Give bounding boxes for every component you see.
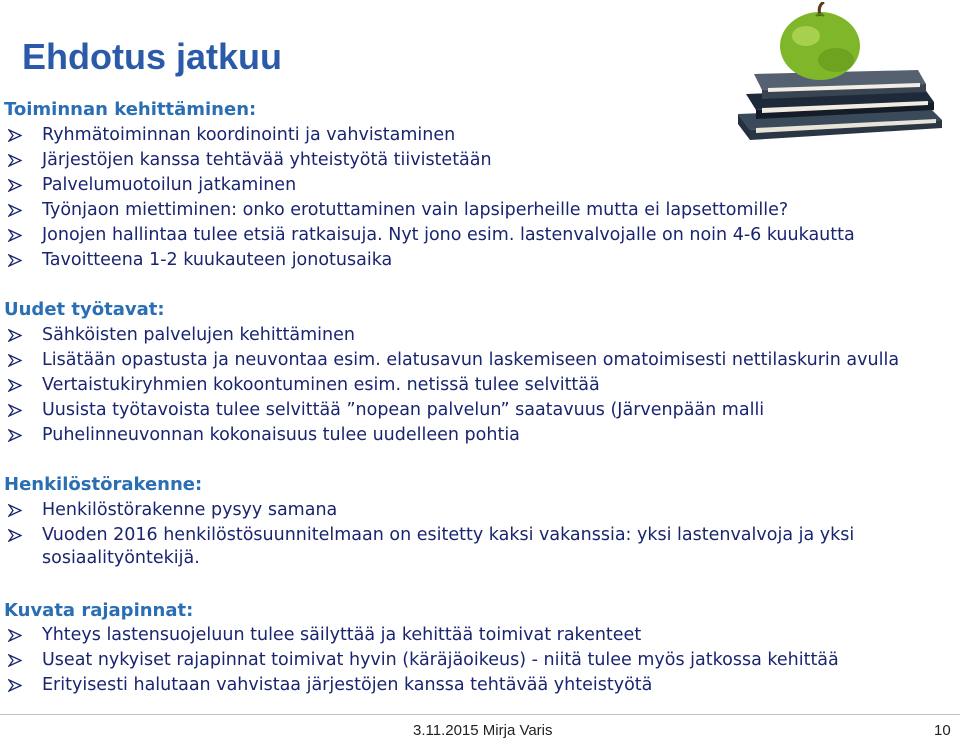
list-item-text: Useat nykyiset rajapinnat toimivat hyvin (käräjäoikeus) - niitä tulee myös jatkossa kehittää bbox=[42, 650, 839, 670]
list-item-text: Palvelumuotoilun jatkaminen bbox=[42, 174, 297, 195]
list-item-text: Tavoitteena 1-2 kuukauteen jonotusaika bbox=[42, 249, 393, 270]
list-item bbox=[4, 149, 944, 173]
list-item-text: Lisätään opastusta ja neuvontaa esim. elatusavun laskemiseen omatoimisesti nettilaskurin avulla bbox=[42, 349, 900, 370]
arrow-bullet-icon bbox=[8, 229, 22, 242]
arrow-bullet-icon bbox=[8, 354, 22, 367]
list-item-text: Uusista työtavoista tulee selvittää ”nopean palvelun” saatavuus (Järvenpään malli bbox=[42, 399, 765, 420]
list-item bbox=[4, 374, 944, 398]
arrow-bullet-icon bbox=[8, 679, 22, 692]
arrow-bullet-icon bbox=[8, 429, 22, 442]
list-item-text: Henkilöstörakenne pysyy samana bbox=[42, 499, 338, 520]
section-kuvata-rajapinnat bbox=[4, 599, 944, 698]
footer-divider bbox=[0, 714, 960, 715]
list-item bbox=[4, 224, 944, 248]
section-heading: Kuvata rajapinnat: bbox=[4, 599, 194, 621]
arrow-bullet-icon bbox=[8, 329, 22, 342]
section-heading: Toiminnan kehittäminen: bbox=[4, 99, 257, 120]
list-item bbox=[4, 399, 944, 423]
arrow-bullet-icon bbox=[8, 154, 22, 167]
list-item bbox=[4, 249, 944, 273]
page-number: 10 bbox=[934, 722, 951, 739]
list-item-text: Järjestöjen kanssa tehtävää yhteistyötä tiivistetään bbox=[42, 149, 492, 170]
bullet-list bbox=[4, 324, 944, 448]
list-item bbox=[4, 424, 944, 448]
list-item-text: Vuoden 2016 henkilöstösuunnitelmaan on esitetty kaksi vakanssia: yksi lastenvalvoja ja yksi sosiaalityöntekijä. bbox=[42, 524, 855, 568]
bullet-list bbox=[4, 624, 944, 698]
section-toiminnan-kehittaminen bbox=[4, 98, 944, 272]
bullet-list bbox=[4, 124, 944, 273]
arrow-bullet-icon bbox=[8, 654, 22, 667]
list-item bbox=[4, 324, 944, 348]
section-heading: Henkilöstörakenne: bbox=[4, 474, 203, 495]
arrow-bullet-icon bbox=[8, 404, 22, 417]
list-item-text: Ryhmätoiminnan koordinointi ja vahvistaminen bbox=[42, 124, 456, 145]
list-item bbox=[4, 349, 944, 373]
list-item bbox=[4, 674, 944, 698]
section-uudet-tyotavat bbox=[4, 298, 944, 447]
slide-title: Ehdotus jatkuu bbox=[22, 36, 282, 77]
arrow-bullet-icon bbox=[8, 379, 22, 392]
list-item-text: Työnjaon miettiminen: onko erotuttaminen vain lapsiperheille mutta ei lapsettomille? bbox=[42, 199, 789, 220]
arrow-bullet-icon bbox=[8, 504, 22, 517]
list-item-text: Erityisesti halutaan vahvistaa järjestöjen kanssa tehtävää yhteistyötä bbox=[42, 675, 653, 695]
section-heading: Uudet työtavat: bbox=[4, 299, 165, 320]
list-item bbox=[4, 174, 944, 198]
list-item bbox=[4, 199, 944, 223]
list-item-text: Vertaistukiryhmien kokoontuminen esim. netissä tulee selvittää bbox=[42, 374, 600, 395]
list-item-text: Sähköisten palvelujen kehittäminen bbox=[42, 324, 355, 345]
arrow-bullet-icon bbox=[8, 529, 22, 542]
bullet-list bbox=[4, 499, 944, 571]
arrow-bullet-icon bbox=[8, 179, 22, 192]
footer-date-author: 3.11.2015 Mirja Varis bbox=[413, 722, 553, 739]
list-item bbox=[4, 524, 944, 571]
section-henkilostorakenne bbox=[4, 473, 944, 571]
list-item-text: Yhteys lastensuojeluun tulee säilyttää ja kehittää toimivat rakenteet bbox=[42, 625, 642, 645]
arrow-bullet-icon bbox=[8, 254, 22, 267]
list-item bbox=[4, 499, 944, 523]
arrow-bullet-icon bbox=[8, 629, 22, 642]
list-item-text: Puhelinneuvonnan kokonaisuus tulee uudelleen pohtia bbox=[42, 424, 520, 445]
arrow-bullet-icon bbox=[8, 129, 22, 142]
slide-content bbox=[4, 98, 944, 698]
list-item-text: Jonojen hallintaa tulee etsiä ratkaisuja. Nyt jono esim. lastenvalvojalle on noin 4-6 kuukautta bbox=[42, 224, 855, 245]
list-item bbox=[4, 624, 944, 648]
list-item bbox=[4, 649, 944, 673]
arrow-bullet-icon bbox=[8, 204, 22, 217]
list-item bbox=[4, 124, 944, 148]
